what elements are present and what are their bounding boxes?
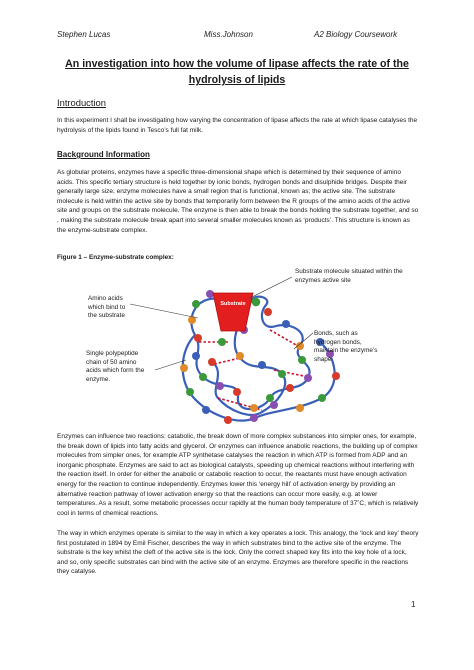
- header-course: A2 Biology Coursework: [314, 30, 398, 39]
- hydrogen-bonds: [199, 330, 304, 410]
- amino-acid: [252, 298, 261, 307]
- amino-acid: [218, 338, 226, 346]
- intro-paragraph: In this experiment I shall be investigating how varying the concentration of lipase affects the rate at which lipase catalyses the hydrolysis of the lipids found in Tesco’s full fat milk.: [57, 117, 418, 134]
- amino-acid: [264, 308, 272, 316]
- amino-acid: [186, 388, 194, 396]
- amino-acid: [250, 414, 258, 422]
- page-title: An investigation into how the volume of lipase affects the rate of the hydrolysis of lipids: [65, 58, 409, 86]
- polypeptide-chain: [191, 297, 309, 415]
- amino-acid: [304, 374, 312, 382]
- amino-acid: [206, 290, 214, 298]
- amino-acid: [194, 334, 202, 342]
- header-author: Stephen Lucas: [57, 30, 111, 39]
- amino-acid: [250, 404, 258, 412]
- amino-acid: [258, 361, 266, 369]
- amino-acid: [332, 372, 340, 380]
- amino-acid: [224, 416, 232, 424]
- amino-acid: [202, 406, 210, 414]
- amino-acid: [233, 388, 241, 396]
- amino-acid: [278, 370, 286, 378]
- amino-acid: [192, 300, 200, 308]
- page-number: 1: [411, 600, 416, 609]
- amino-acid: [286, 384, 294, 392]
- amino-acid: [296, 404, 304, 412]
- pointer-amino: [130, 304, 198, 318]
- figure-caption: Figure 1 – Enzyme-substrate complex:: [57, 254, 174, 261]
- header-teacher: Miss.Johnson: [204, 30, 253, 39]
- background-paragraph: As globular proteins, enzymes have a specific three-dimensional shape which is determined by their sequence of amino acids. This specific tertiary structure is held together by ionic bonds, hydrogen bonds and disulphide bridges. Despite their generally large size, enzyme molecules have a small region that is functional, known as; the active site. The substrate molecule is held within the active site by bonds that temporarily form between the R groups of the amino acids of the active site and groups on the substrate molecule. The enzyme is then able to break the bonds holding the substrate together, and so , making the substrate molecule break apart into several smaller molecules known as ‘products’. This structure is known as the enzyme-substrate complex.: [57, 169, 419, 234]
- annotation-bonds: Bonds, such as hydrogen bonds, maintain the enzyme’s shape: [314, 330, 378, 363]
- amino-acid: [298, 356, 306, 364]
- background-heading: Background Information: [57, 150, 150, 159]
- amino-acid: [282, 320, 290, 328]
- intro-heading: Introduction: [57, 97, 106, 108]
- substrate-label: Substrate: [220, 301, 246, 307]
- annotation-chain: Single polypeptide chain of 50 amino acids which form the enzyme.: [86, 350, 145, 383]
- amino-acid: [318, 394, 326, 402]
- amino-acid: [192, 352, 200, 360]
- amino-acid: [216, 382, 224, 390]
- amino-acid: [236, 352, 244, 360]
- body-paragraph-2: The way in which enzymes operate is similar to the way in which a key operates a lock. This analogy, the ‘lock and key’ theory first postulated in 1894 by Emil Fischer, describes the way in which substrates bind to the active site of the enzyme. The substrate is the key whilst the cleft of the active site is the lock. Only the correct shaped key fits into the key hole of a lock, and so, only specific substrates can bind with the active site of an enzyme. Enzymes are therefore specific in the reactions they catalyse.: [57, 530, 419, 576]
- pointer-substrate: [250, 277, 292, 298]
- amino-acid: [266, 394, 274, 402]
- amino-acid: [270, 401, 278, 409]
- amino-acid: [180, 364, 188, 372]
- body-paragraph-1: Enzymes can influence two reactions: catabolic, the break down of more complex substances into simpler ones, for example, the break down of lipids into fatty acids and glycerol. Or enzymes can influence anabolic reactions, the building up of complex molecules from simpler ones, for example ATP synthetase catalyses the reaction in which ATP is formed from ADP and an inorganic phosphate. Enzymes are said to act as biological catalysts, speeding up chemical reactions without interfering with the reaction itself. In order for either the anabolic or catabolic reaction to occur, the reactants must have enough activation energy for the reaction to continue independently. Enzymes lower this ‘energy hill’ of activation energy by providing an alternative reaction pathway of lower activation energy so that the reactions can occur more easily, e.g. at lower temperatures. As a result, some metabolic processes occur rapidly at the human body temperature of 37˚C, which is relatively cool in terms of chemical reactions.: [57, 433, 419, 517]
- annotation-amino-acids: Amino acids which bind to the substrate: [88, 295, 126, 320]
- substrate-molecule: [213, 293, 253, 331]
- annotation-substrate: Substrate molecule situated within the enzymes active site: [295, 268, 403, 284]
- amino-acid: [208, 358, 216, 366]
- amino-acid: [199, 373, 207, 381]
